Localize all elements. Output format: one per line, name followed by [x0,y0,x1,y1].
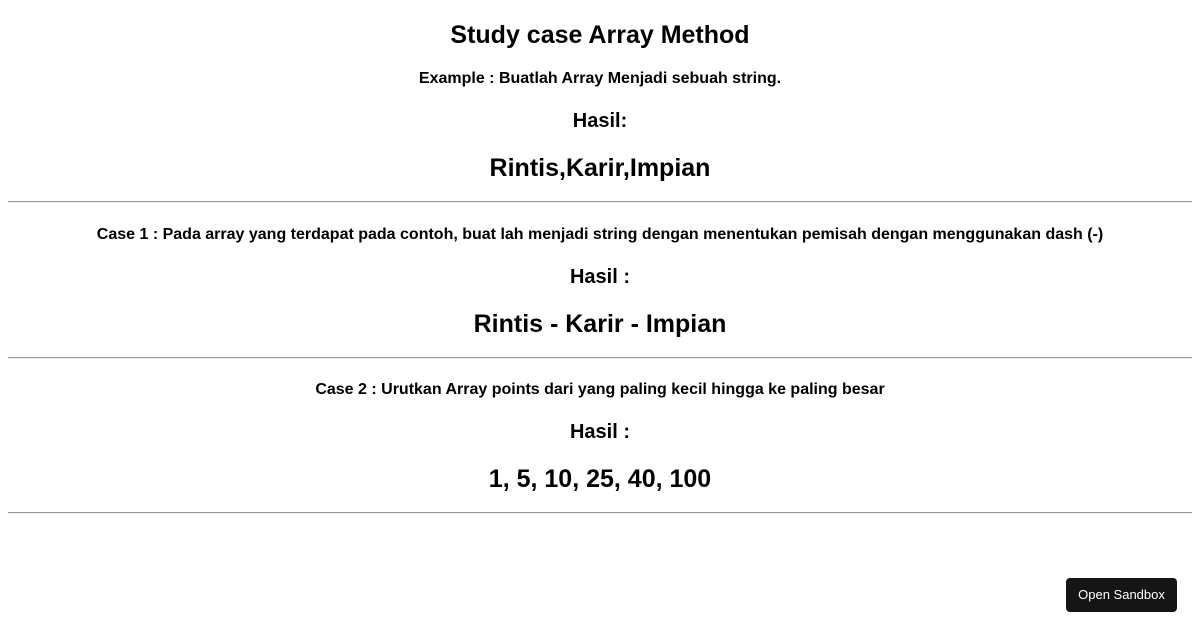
case-1-description: Case 1 : Pada array yang terdapat pada contoh, buat lah menjadi string dengan menentukan pemisah dengan menggunakan dash (-) [96,226,1104,243]
example-result: Rintis,Karir,Impian [489,154,711,182]
case-1-result: Rintis - Karir - Impian [473,310,727,338]
example-description: Example : Buatlah Array Menjadi sebuah string. [418,70,782,87]
open-sandbox-button[interactable]: Open Sandbox [1066,578,1177,612]
case-2-section [0,380,1200,494]
case-1-section [0,225,1200,339]
case-2-description: Case 2 : Urutkan Array points dari yang paling kecil hingga ke paling besar [315,381,885,398]
divider-2 [8,357,1192,359]
example-section [0,69,1200,183]
page-title: Study case Array Method [450,21,750,49]
divider-1 [8,201,1192,203]
case-2-hasil-label: Hasil : [569,421,631,443]
case-1-hasil-label: Hasil : [569,266,631,288]
example-hasil-label: Hasil: [572,110,628,132]
divider-3 [8,512,1192,514]
case-2-result: 1, 5, 10, 25, 40, 100 [488,465,712,493]
